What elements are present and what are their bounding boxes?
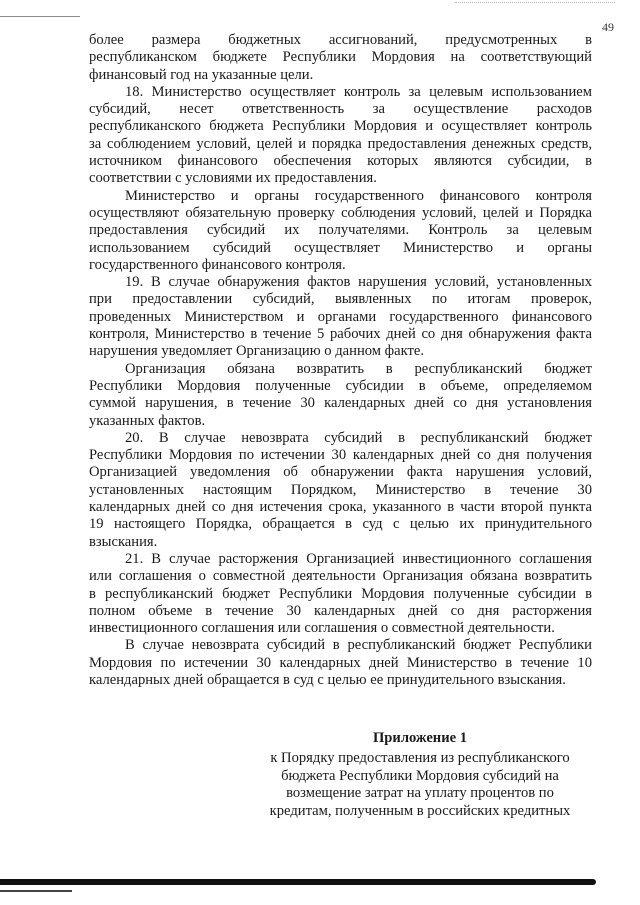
paragraph-line: В случае невозврата субсидий в республиканский бюджет Республики [125,637,592,654]
paragraph [89,361,592,430]
paragraph [89,430,592,551]
paragraph-line: календарных дней со дня истечения срока, указанного в части второй пункта [89,499,592,516]
paragraph-line: Республики Мордовия полученные субсидии в объеме, определяемом [89,377,592,394]
paragraph-line: государственного финансового контроля. [89,256,346,273]
paragraph-line: Мордовия по истечении 30 календарных дней Министерство в течение 10 [89,654,592,671]
paragraph [89,274,592,360]
document-body [89,32,592,689]
paragraph-line: проведенных Министерством и органами государственного финансового [89,308,592,325]
paragraph-line: или соглашения о совместной деятельности Организация обязана возвратить [89,568,592,585]
paragraph [89,84,592,188]
appendix-line: кредитам, полученным в российских кредитных [269,802,571,819]
paragraph-line: 19 настоящего Порядка, обращается в суд с целью их принудительного [89,516,592,533]
paragraph-line: полном объеме в течение 30 календарных дней со дня расторжения [89,602,592,619]
paragraph-line: контроля, Министерство в течение 5 рабочих дней со дня обнаружения факта [89,326,592,343]
paragraph-line: соответствии с условиями их предоставления. [89,170,377,187]
paragraph-line: при предоставлении субсидий, выявленных по итогам проверок, [89,291,592,308]
appendix-heading-block [250,730,590,820]
scan-specks-top [455,2,615,7]
paragraph-line: в республиканский бюджет Республики Мордовия полученные субсидии в [89,585,592,602]
paragraph-line: взыскания. [89,533,158,550]
paragraph [89,551,592,637]
paragraph-line: 19. В случае обнаружения фактов нарушения условий, установленных [125,274,592,291]
paragraph-line: республиканском бюджете Республики Мордовия на соответствующий [89,49,592,66]
paragraph-line: Республики Мордовия по истечении 30 календарных дней со дня получения [89,447,592,464]
paragraph [89,188,592,274]
paragraph-line: суммой нарушения, в течение 30 календарных дней со дня установления [89,395,592,412]
paragraph-line: источником финансового обеспечения которых являются субсидии, в [89,153,592,170]
paragraph-line: календарных дней обращается в суд с целью ее принудительного взыскания. [89,671,566,688]
paragraph-line: за соблюдением условий, целей и порядка предоставления денежных средств, [89,135,592,152]
paragraph-line: Организация обязана возвратить в республиканский бюджет [125,360,592,377]
paragraph-line: финансовый год на указанные цели. [89,66,314,83]
paragraph-line: Организацией уведомления об обнаружении факта нарушения условий, [89,464,592,481]
scan-edge-bottom-left [0,890,72,892]
paragraph-line: использованием субсидий осуществляет Министерство и органы [89,239,592,256]
paragraph-line: инвестиционного соглашения или соглашения о совместной деятельности. [89,620,555,637]
appendix-line: бюджета Республики Мордовия субсидий на [281,767,559,784]
paragraph-line: республиканского бюджета Республики Мордовия и осуществляет контроль [89,118,592,135]
paragraph-line: осуществляют обязательную проверку соблюдения условий, целей и Порядка [89,204,592,221]
paragraph-line: Министерство и органы государственного финансового контроля [125,187,592,204]
paragraph-line: предоставления субсидий их получателями. Контроль за целевым [89,222,592,239]
paragraph-line: 21. В случае расторжения Организацией инвестиционного соглашения [125,550,592,567]
paragraph-line: 20. В случае невозврата субсидий в республиканский бюджет [125,429,592,446]
paragraph-line: более размера бюджетных ассигнований, предусмотренных в [89,32,592,48]
paragraph [89,637,592,689]
paragraph-line: указанных фактов. [89,412,206,429]
appendix-line: к Порядку предоставления из республиканского [270,750,570,767]
paragraph-line: нарушения уведомляет Организацию о данном факте. [89,343,424,360]
scan-edge-bottom-bar [0,879,596,885]
paragraph-line: субсидий, несет ответственность за осуществление расходов [89,101,592,118]
paragraph-line: 18. Министерство осуществляет контроль за целевым использованием [125,83,592,100]
page-number: 49 [602,20,614,34]
scan-edge-top-left [0,16,80,17]
paragraph [89,32,592,84]
appendix-title: Приложение 1 [372,730,468,746]
appendix-line: возмещение затрат на уплату процентов по [286,785,554,802]
paragraph-line: установленных настоящим Порядком, Министерство в течение 30 [89,481,592,498]
